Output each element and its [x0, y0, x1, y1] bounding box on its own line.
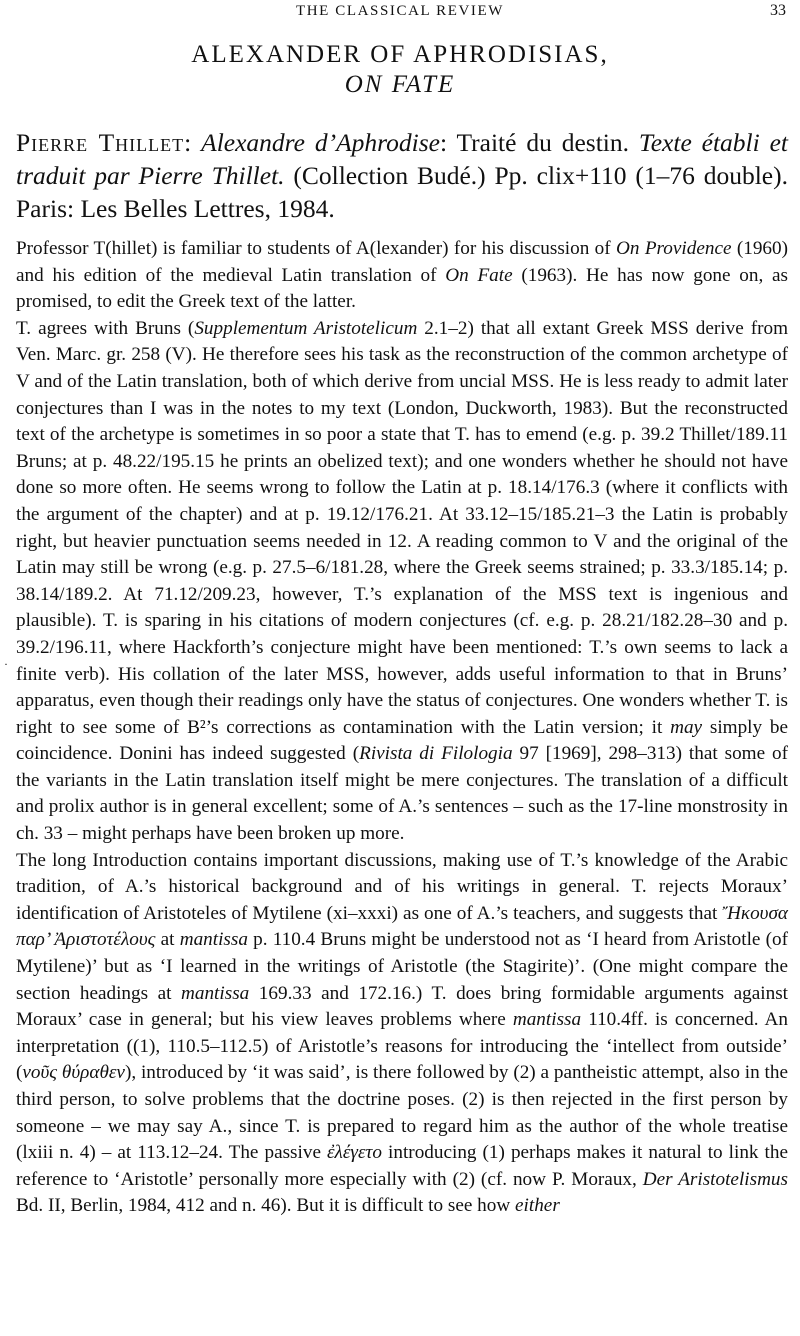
- italic-run: On Fate: [445, 264, 513, 286]
- article-title-main: ALEXANDER OF APHRODISIAS,: [191, 41, 609, 68]
- text-run: II: [48, 1195, 61, 1217]
- biblio-colon: :: [184, 128, 202, 157]
- italic-run: mantissa: [179, 929, 248, 951]
- page-number: 33: [770, 2, 786, 19]
- text-run: ), introduced by ‘it was said’, is there followed by (2) a pantheistic attempt, also in the third person, to solve problems that the doctrine poses. (2) is then rejected in the first person by someone – we may say A., since T. is prepared to regard him as the author of the whole treatise (lxiii n. 4) – at 113.12–24. The passive: [16, 1062, 788, 1164]
- text-run: simply be coincidence. Donini has indeed suggested (: [16, 716, 788, 765]
- biblio-separator: :: [439, 128, 457, 157]
- text-run: p. 110.4 Bruns might be understood not as ‘I heard from Aristotle (of Mytilene)’ but as ‘I learned in the writings of Aristotle (the Stagirite)’. (One might compare the section headings at: [16, 929, 788, 1004]
- review-body: [16, 236, 788, 1220]
- edition-note: Texte établi et traduit par Pierre Thillet.: [16, 128, 789, 190]
- italic-run: mantissa: [181, 982, 250, 1004]
- text-run: (1963). He has now gone on, as promised, to edit the Greek text of the latter.: [16, 264, 788, 313]
- bibliographic-heading: [16, 126, 788, 225]
- text-run: 169.33 and 172.16.) T. does bring formidable arguments against Moraux’ case in general; but his view leaves problems where: [16, 982, 789, 1031]
- greek-run: ἐλέγετο: [327, 1142, 383, 1164]
- text-run: introducing (1) perhaps makes it natural to link the reference to ‘Aristotle’ personally more especially with (2) (cf. now P. Moraux,: [16, 1142, 788, 1190]
- article-title: [0, 40, 800, 100]
- book-subtitle: Traité du destin.: [456, 128, 639, 157]
- paragraph-2: [16, 316, 788, 848]
- text-run: , Berlin, 1984, 412 and n. 46). But it is difficult to see how: [60, 1195, 516, 1217]
- text-run: T. agrees with Bruns (: [16, 317, 195, 339]
- text-run: 2.1–2) that all extant Greek MSS derive from Ven. Marc. gr. 258 (V). He therefore sees his task as the reconstruction of the common archetype of V and of the Latin translation, both of which derive from uncial MSS. He is less ready to admit later conjectures than I was in the notes to my text (London, Duckworth, 1983). But the reconstructed text of the archetype is sometimes in so poor a state that T. has to emend (e.g. p. 39.2 Thillet/189.11 Bruns; at p. 48.22/195.15 he prints an obelized text); and one wonders whether he should not have done so more often. He seems wrong to follow the Latin at p. 18.14/176.3 (where it conflicts with the argument of the chapter) and at p. 19.12/176.21. At 33.12–15/185.21–3 the Latin is probably right, but heavier punctuation seems needed in 12. A reading common to V and the original of the Latin may still be wrong (e.g. p. 27.5–6/181.28, where the Greek seems strained; p. 33.3/185.14; p. 38.14/189.2. At 71.12/209.23, however, T.’s explanation of the MSS text is ingenious and plausible). T. is sparing in his citations of modern conjectures (cf. e.g. p. 28.21/182.28–30 and p. 39.2/196.11, where Hackforth’s conjecture might have been mentioned: T.’s own seems to lack a finite verb). His collation of the later MSS, however, adds useful information to that in Bruns’ apparatus, even though their readings only have the status of conjectures. One wonders whether T. is right to see some of B²’s corrections as contamination with the Latin version; it: [16, 317, 788, 738]
- italic-run: mantissa: [512, 1009, 582, 1031]
- paragraph-1: [16, 236, 788, 316]
- article-title-sub: ON FATE: [344, 71, 456, 98]
- text-run: at: [155, 929, 180, 951]
- running-head: [0, 0, 800, 26]
- italic-run: Supplementum Aristotelicum: [194, 317, 418, 339]
- publication-details: (Collection Budé.) Pp. clix+110 (1–76 double). Paris: Les Belles Lettres, 1984.: [16, 161, 788, 223]
- text-run: (1960) and his edition of the medieval Latin translation of: [16, 238, 788, 286]
- italic-run: Rivista di Filologia: [359, 743, 513, 765]
- italic-run: either: [515, 1195, 560, 1217]
- text-run: The long Introduction contains important discussions, making use of T.’s knowledge of the Arabic tradition, of A.’s historical background and of his writings in general. T. rejects Moraux’ identification of Aristoteles of Mytilene (xi–xxxi) as one of A.’s teachers, and suggests that: [16, 849, 788, 924]
- greek-run: Ἤκουσα παρ’ Ἀριστοτέλους: [16, 902, 788, 951]
- italic-run: Der Aristotelismus: [642, 1168, 788, 1190]
- text-run: 110.4ff. is concerned. An interpretation ((1), 110.5–112.5) of Aristotle’s reasons for introducing the ‘intellect from outside’ (: [16, 1009, 788, 1084]
- text-run: Bd.: [16, 1195, 48, 1217]
- book-title: Alexandre d’Aphrodise: [201, 128, 440, 157]
- italic-run: On Providence: [616, 238, 732, 259]
- reviewed-author: Pierre Thillet: [16, 128, 185, 157]
- greek-run: νοῦς θύραθεν: [22, 1062, 125, 1084]
- italic-run: may: [670, 716, 703, 738]
- journal-name: THE CLASSICAL REVIEW: [295, 3, 505, 19]
- paragraph-3: [16, 848, 788, 1220]
- margin-mark: ·: [4, 657, 8, 671]
- text-run: 97 [1969], 298–313) that some of the variants in the Latin translation itself might be mere conjectures. The translation of a difficult and prolix author is in general excellent; some of A.’s sentences – such as the 17-line monstrosity in ch. 33 – might perhaps have been broken up more.: [16, 743, 788, 845]
- text-run: Professor T(hillet) is familiar to students of A(lexander) for his discussion of: [16, 238, 617, 259]
